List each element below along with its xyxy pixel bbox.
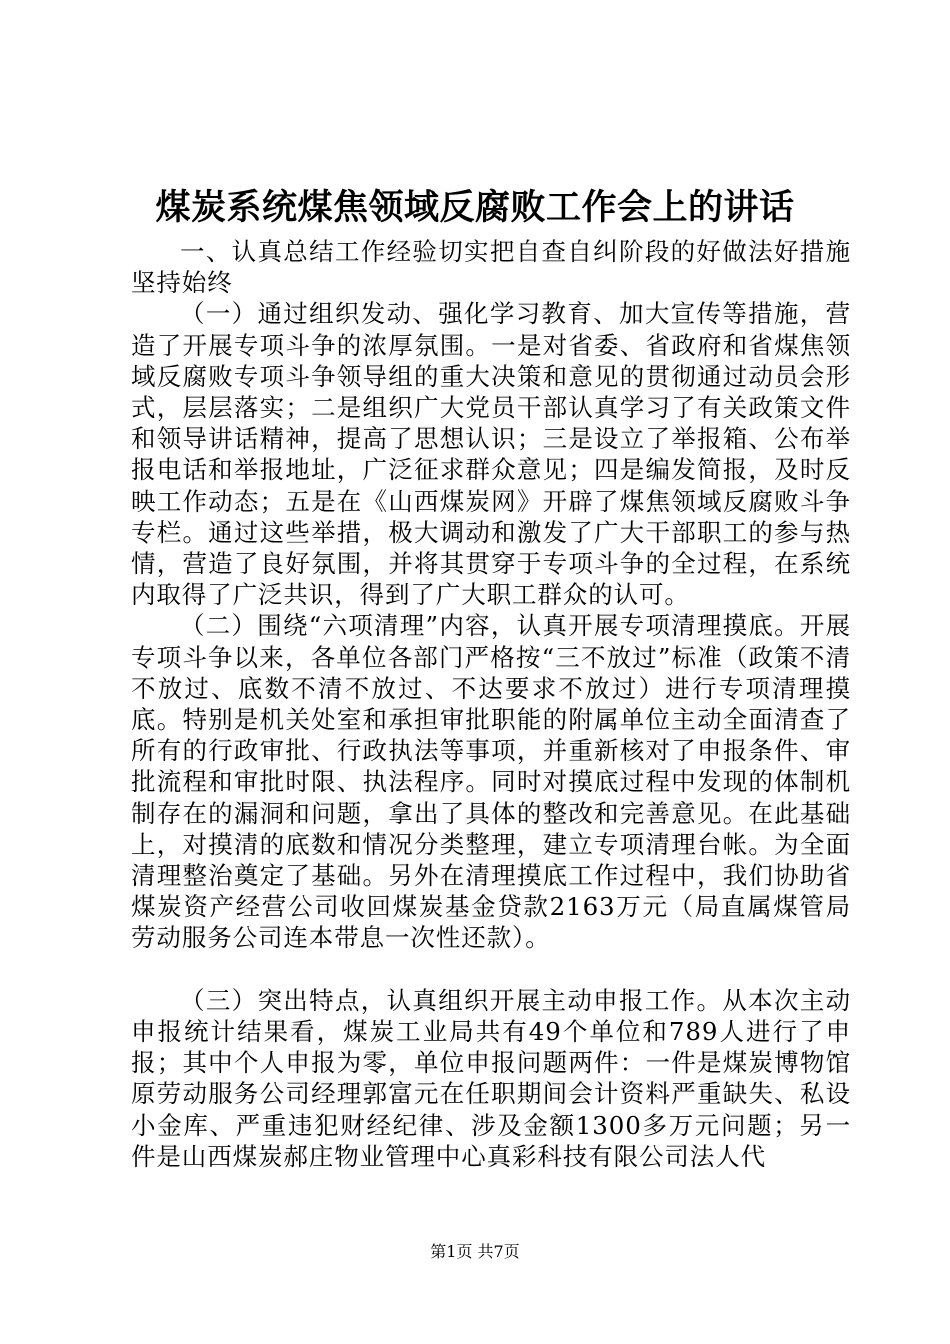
paragraph-1: （一）通过组织发动、强化学习教育、加大宣传等措施，营造了开展专项斗争的浓厚氛围。一是对省委、省政府和省煤焦领域反腐败专项斗争领导组的重大决策和意见的贯彻通过动员会形式，层层落实；二是组织广大党员干部认真学习了有关政策文件和领导讲话精神，提高了思想认识；三是设立了举报箱、公布举报电话和举报地址，广泛征求群众意见；四是编发简报，及时反映工作动态；五是在《山西煤炭网》开辟了煤焦领域反腐败斗争专栏。通过这些举措，极大调动和激发了广大干部职工的参与热情，营造了良好氛围，并将其贯穿于专项斗争的全过程，在系统内取得了广泛共识，得到了广大职工群众的认可。 <box>131 299 851 610</box>
paragraph-2: （二）围绕“六项清理”内容，认真开展专项清理摸底。开展专项斗争以来，各单位各部门严格按“三不放过”标准（政策不清不放过、底数不清不放过、不达要求不放过）进行专项清理摸底。特别是机关处室和承担审批职能的附属单位主动全面清查了所有的行政审批、行政执法等事项，并重新核对了申报条件、审批流程和审批时限、执法程序。同时对摸底过程中发现的体制机制存在的漏洞和问题，拿出了具体的整改和完善意见。在此基础上，对摸清的底数和情况分类整理，建立专项清理台帐。为全面清理整治奠定了基础。另外在清理摸底工作过程中，我们协助省煤炭资产经营公司收回煤炭基金贷款2163万元（局直属煤管局劳动服务公司连本带息一次性还款）。 <box>131 611 851 953</box>
page-footer: 第1页 共7页 <box>430 1242 520 1261</box>
document-body <box>131 236 851 1172</box>
document-title: 煤炭系统煤焦领域反腐败工作会上的讲话 <box>155 188 795 228</box>
paragraph-3: （三）突出特点，认真组织开展主动申报工作。从本次主动申报统计结果看，煤炭工业局共有49个单位和789人进行了申报；其中个人申报为零，单位申报问题两件：一件是煤炭博物馆原劳动服务公司经理郭富元在任职期间会计资料严重缺失、私设小金库、严重违犯财经纪律、涉及金额1300多万元问题；另一件是山西煤炭郝庄物业管理中心真彩科技有限公司法人代 <box>131 985 851 1171</box>
section-heading: 一、认真总结工作经验切实把自查自纠阶段的好做法好措施坚持始终 <box>131 237 851 298</box>
